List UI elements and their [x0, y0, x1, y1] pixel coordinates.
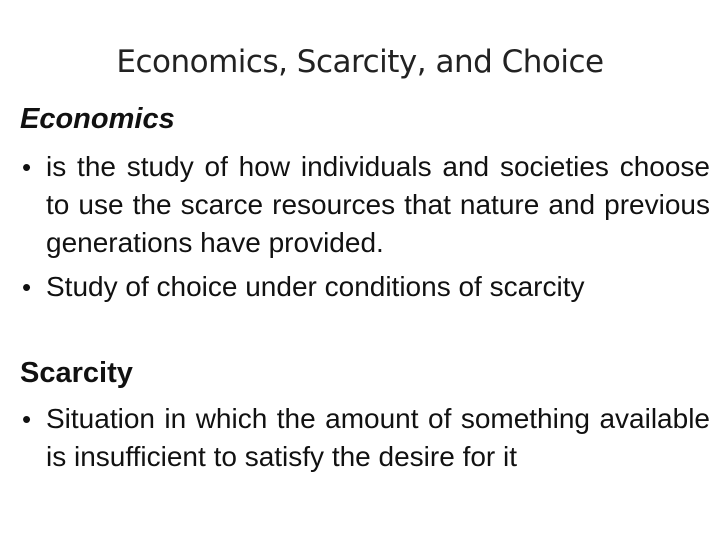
bullet-list-scarcity	[20, 400, 710, 476]
bullet-icon: •	[22, 272, 32, 302]
bullet-item	[20, 400, 710, 476]
bullet-text: is the study of how individuals and societies choose to use the scarce resources that nature and previous generations have provided.	[46, 151, 710, 258]
bullet-item	[20, 268, 710, 306]
bullet-text: Situation in which the amount of something available is insufficient to satisfy the desire for it	[46, 403, 710, 472]
section-heading-scarcity: Scarcity	[20, 357, 133, 389]
bullet-item	[20, 148, 710, 262]
slide-title: Economics, Scarcity, and Choice	[116, 44, 604, 80]
section-economics	[20, 102, 710, 306]
bullet-list-economics	[20, 148, 710, 306]
bullet-icon: •	[22, 404, 32, 434]
bullet-icon: •	[22, 152, 32, 182]
section-scarcity	[20, 356, 710, 476]
section-heading-economics: Economics	[20, 103, 175, 135]
bullet-text: Study of choice under conditions of scarcity	[46, 271, 585, 302]
